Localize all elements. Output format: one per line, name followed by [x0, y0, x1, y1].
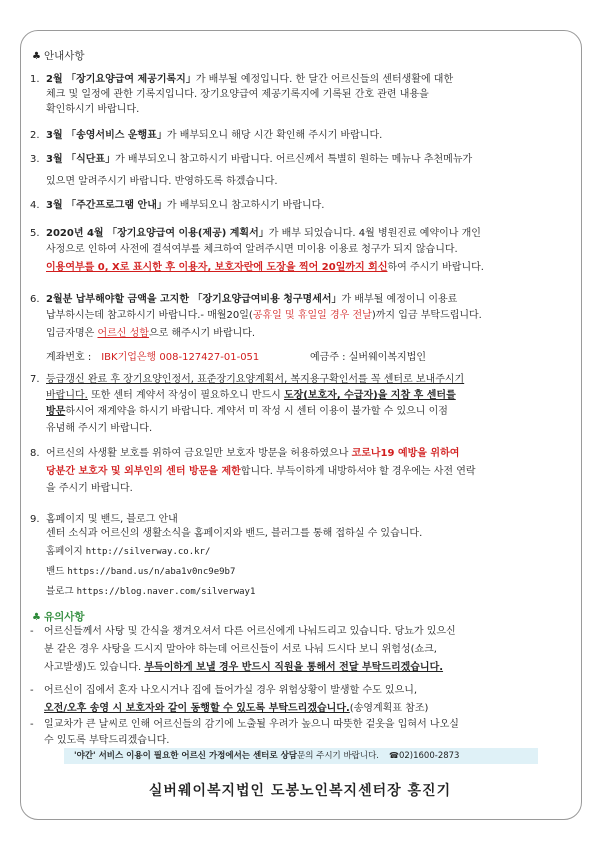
text-line [30, 72, 453, 87]
text-segment: )까지 입금 부탁드립니다. [371, 310, 482, 321]
text-segment: 3월 「송영서비스 운행표」 [46, 130, 167, 141]
item-number: 6. [30, 294, 40, 305]
text-segment: 하여 주시기 바랍니다. [387, 262, 484, 273]
text-line [30, 388, 456, 403]
blog-link[interactable]: 블로그 https://blog.naver.com/silverway1 [46, 586, 256, 597]
text-segment: 3월 「식단표」 [46, 154, 116, 165]
item-number: 9. [30, 514, 40, 525]
text-line [30, 292, 457, 307]
bullet-dash: - [30, 626, 34, 637]
text-segment: 으로 해주시기 바랍니다. [148, 328, 256, 339]
text-line [30, 481, 133, 496]
text-segment: 가 배부되오니 참고하시기 바랍니다. 어르신께서 특별히 원하는 메뉴나 추천메뉴가 [115, 154, 473, 165]
text-segment: 가 배부되오니 해당 시간 확인해 주시기 바랍니다. [166, 130, 383, 141]
night-service-callout: '야간' 서비스 이용이 필요한 어르신 가정에서는 센터로 상담문의 주시기 바랍니다. ☎02)1600-2873 [64, 748, 538, 764]
text-line [30, 128, 382, 143]
text-segment: 또한 센터 계약서 작성이 필요하오니 반드시 [87, 390, 284, 401]
item-number: 1. [30, 74, 40, 85]
text-line [30, 526, 422, 541]
text-segment: 사고발생)도 있습니다. [44, 662, 145, 673]
text-line [30, 326, 255, 341]
text-line [30, 308, 482, 323]
text-segment: 어르신들께서 사탕 및 간식을 챙겨오셔서 다른 어르신에게 나눠드리고 있습니다. 당뇨가 있으신 [44, 626, 456, 637]
text-segment: 분 같은 경우 사탕을 드시지 말아야 하는데 어르신들이 서로 나눠 드시다 보니 위험성(쇼크, [44, 644, 437, 655]
text-segment: 납부하시는데 참고하시기 바랍니다.- 매월20일( [46, 310, 253, 321]
account-number: IBK기업은행 008-127427-01-051 [101, 352, 260, 363]
text-line [30, 421, 152, 436]
text-line [30, 683, 417, 699]
text-segment: 방문 [46, 406, 66, 417]
text-segment: 가 배부될 예정이니 이용료 [341, 294, 458, 305]
text-segment: (송영계획표 참조) [349, 703, 429, 714]
text-segment: 공휴일 및 휴일일 경우 전날 [252, 310, 372, 321]
signature: 실버웨이복지법인 도봉노인복지센터장 홍진기 [148, 783, 452, 799]
text-segment: 합니다. 부득이하게 내방하셔야 할 경우에는 사전 연락 [240, 466, 476, 477]
text-line [30, 717, 459, 733]
text-line [30, 242, 458, 257]
account-label: 계좌번호 : [46, 352, 92, 363]
bullet-dash: - [30, 685, 34, 696]
caution-heading: ♣ 유의사항 [32, 611, 85, 623]
phone-icon: ☎ [389, 751, 399, 760]
item-number: 5. [30, 228, 40, 239]
text-segment: 당분간 보호자 및 외부인의 센터 방문을 제한 [46, 466, 241, 477]
account-holder: 예금주 : 실버웨이복지법인 [310, 352, 426, 363]
text-segment: 2월 「장기요양급여 제공기록지」 [46, 74, 196, 85]
text-segment: 이용여부를 0, X로 표시한 후 이용자, 보호자란에 도장을 찍어 20일까지 회신 [46, 262, 388, 273]
text-line [30, 87, 429, 102]
item-number: 3. [30, 154, 40, 165]
bank-account [46, 348, 426, 363]
text-line [30, 642, 437, 658]
item-number: 4. [30, 200, 40, 211]
text-line [30, 102, 139, 117]
text-segment: 유념해 주시기 바랍니다. [46, 423, 153, 434]
bullet-dash: - [30, 719, 34, 730]
text-segment: 입금자명은 [46, 328, 98, 339]
text-segment: 등급갱신 완료 후 장기요양인정서, 표준장기요양계획서, 복지용구확인서를 꼭 센터로 보내주시기 [46, 374, 465, 385]
text-line [30, 701, 428, 717]
text-segment: 가 배부될 예정입니다. 한 달간 어르신들의 센터생활에 대한 [195, 74, 454, 85]
text-segment: 체크 및 일정에 관한 기록지입니다. 장기요양급여 제공기록지에 기록된 간호 관련 내용을 [46, 89, 429, 100]
text-segment: 2020년 4월 「장기요양급여 이용(제공) 계획서」 [46, 228, 269, 239]
item-number: 7. [30, 374, 40, 385]
text-line [30, 660, 443, 676]
club-icon: ♣ [32, 51, 41, 62]
text-segment: 하시어 재계약을 하시기 바랍니다. 계약서 미 작성 시 센터 이용이 불가할 수 있으니 이점 [65, 406, 448, 417]
text-segment: 코로나19 예방을 위하여 [351, 448, 460, 459]
text-segment: 도장(보호자, 수급자)을 지참 후 센터를 [283, 390, 456, 401]
text-segment: 바랍니다. [46, 390, 88, 401]
text-segment: 있으면 알려주시기 바랍니다. 반영하도록 하겠습니다. [46, 176, 278, 187]
club-icon: ♣ [32, 612, 41, 623]
text-line [30, 152, 472, 167]
text-segment: 수 있도록 부탁드리겠습니다. [44, 735, 170, 746]
text-segment: 가 배부되오니 참고하시기 바랍니다. [166, 200, 325, 211]
text-segment: 확인하시기 바랍니다. [46, 104, 140, 115]
band-link[interactable]: 밴드 https://band.us/n/aba1v0nc9e9b7 [46, 566, 236, 577]
text-line [30, 372, 464, 387]
text-line [30, 512, 178, 527]
text-line [30, 464, 476, 479]
text-segment: 일교차가 큰 날씨로 인해 어르신들의 감기에 노출될 우려가 높으니 따뜻한 겉옷을 입혀서 나오실 [44, 719, 459, 730]
notice-heading: ♣ 안내사항 [32, 50, 85, 62]
text-segment: 어르신이 집에서 혼자 나오시거나 집에 들어가실 경우 위험상황이 발생할 수도 있으니, [44, 685, 418, 696]
text-segment: 홈페이지 및 밴드, 블로그 안내 [46, 514, 178, 525]
text-line [30, 198, 325, 213]
text-segment: 을 주시기 바랍니다. [46, 483, 133, 494]
text-segment: 어르신의 사생활 보호를 위하여 금요일만 보호자 방문을 허용하였으나 [46, 448, 352, 459]
item-number: 8. [30, 448, 40, 459]
text-segment: 부득이하게 보낼 경우 반드시 직원을 통해서 전달 부탁드리겠습니다. [144, 662, 444, 673]
text-segment: 3월 「주간프로그램 안내」 [46, 200, 167, 211]
homepage-link[interactable]: 홈페이지 http://silverway.co.kr/ [46, 546, 211, 557]
text-line [30, 260, 484, 275]
text-segment: 어르신 성함 [97, 328, 149, 339]
text-line [30, 226, 481, 241]
item-number: 2. [30, 130, 40, 141]
text-line [30, 446, 459, 461]
text-segment: 사정으로 인하여 사전에 결석여부를 체크하여 알려주시면 미이용 이용료 청구가 되지 않습니다. [46, 244, 458, 255]
text-segment: 오전/오후 송영 시 보호자와 같이 동행할 수 있도록 부탁드리겠습니다. [44, 703, 350, 714]
text-line [30, 404, 448, 419]
text-segment: 2월분 납부해야할 금액을 고지한 「장기요양급여비용 청구명세서」 [46, 294, 342, 305]
text-segment: 가 배부 되었습니다. 4월 병원진료 예약이나 개인 [268, 228, 481, 239]
text-line [30, 624, 456, 640]
text-segment: 센터 소식과 어르신의 생활소식을 홈페이지와 밴드, 블러그를 통해 접하실 수 있습니다. [46, 528, 423, 539]
text-line [30, 174, 278, 189]
text-line [30, 733, 169, 749]
